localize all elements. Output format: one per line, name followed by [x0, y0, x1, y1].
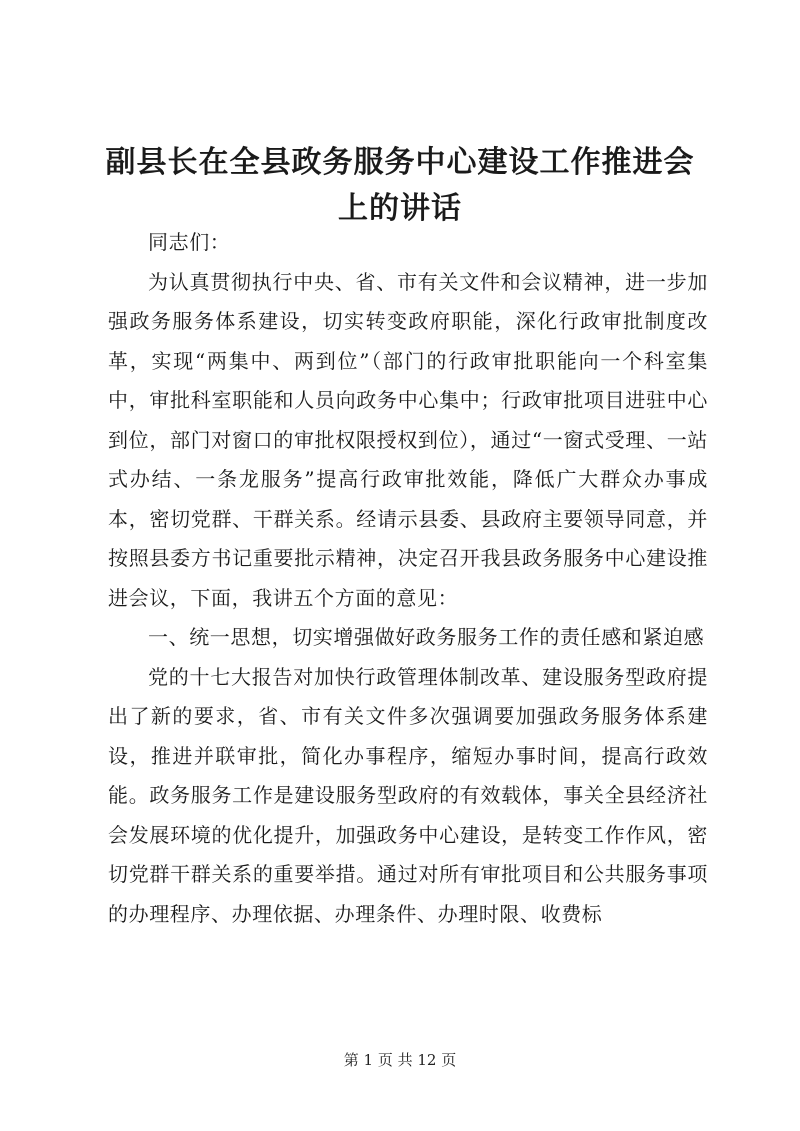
- page-number-footer: 第 1 页 共 12 页: [343, 1051, 457, 1069]
- section-heading-1: 一、统一思想，切实增强做好政务服务工作的责任感和紧迫感: [148, 625, 705, 649]
- document-title: 副县长在全县政务服务中心建设工作推进会上的讲话: [105, 145, 695, 226]
- intro-paragraph: 为认真贯彻执行中央、省、市有关文件和会议精神，进一步加强政务服务体系建设，切实转变政府职能，深化行政审批制度改革，实现“两集中、两到位”（部门的行政审批职能向一个科室集中，审批科室职能和人员向政务中心集中；行政审批项目进驻中心到位，部门对窗口的审批权限授权到位），通过“一窗式受理、一站式办结、一条龙服务”提高行政审批效能，降低广大群众办事成本，密切党群、干群关系。经请示县委、县政府主要领导同意，并按照县委方书记重要批示精神，决定召开我县政务服务中心建设推进会议，下面，我讲五个方面的意见：: [108, 269, 708, 610]
- document-body: [108, 223, 708, 934]
- salutation-paragraph: 同志们：: [148, 230, 231, 254]
- body-paragraph: 党的十七大报告对加快行政管理体制改革、建设服务型政府提出了新的要求，省、市有关文件多次强调要加强政务服务体系建设，推进并联审批，简化办事程序，缩短办事时间，提高行政效能。政务服务工作是建设服务型政府的有效载体，事关全县经济社会发展环境的优化提升，加强政务中心建设，是转变工作作风，密切党群干群关系的重要举措。通过对所有审批项目和公共服务事项的办理程序、办理依据、办理条件、办理时限、收费标: [108, 664, 708, 926]
